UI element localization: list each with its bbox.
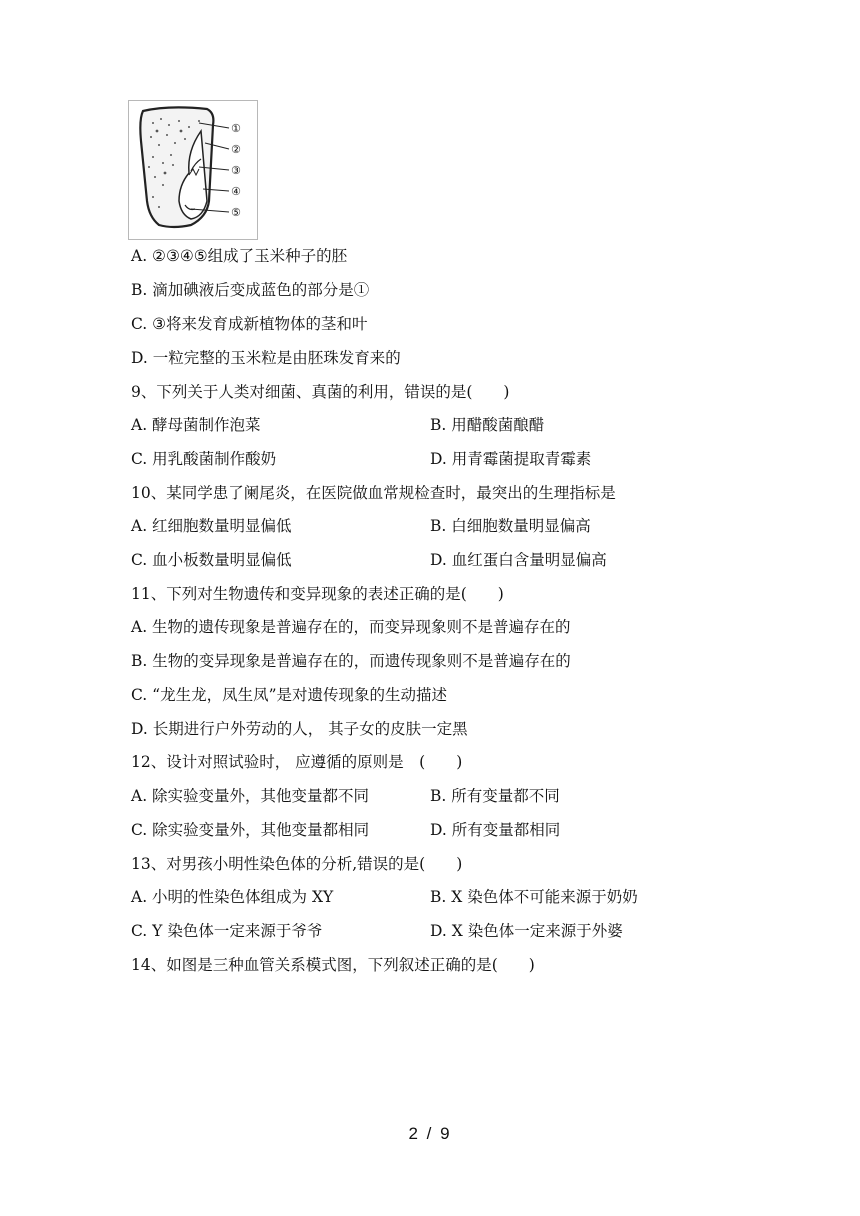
q9-option-b: B. 用醋酸菌酿醋 <box>430 416 545 434</box>
q11-option-b: B. 生物的变异现象是普遍存在的，而遗传现象则不是普遍存在的 <box>131 652 571 670</box>
q11-option-c: C. “龙生龙，凤生凤”是对遗传现象的生动描述 <box>131 686 448 704</box>
q11-stem: 11、下列对生物遗传和变异现象的表述正确的是( ) <box>131 585 504 603</box>
q13-stem: 13、对男孩小明性染色体的分析,错误的是( ) <box>131 855 463 873</box>
q10-option-a: A. 红细胞数量明显偏低 <box>131 517 292 535</box>
figure-label-4: ④ <box>231 185 241 198</box>
q10-option-c: C. 血小板数量明显偏低 <box>131 551 292 569</box>
q12-option-c: C. 除实验变量外，其他变量都相同 <box>131 821 370 839</box>
q13-option-b: B. X 染色体不可能来源于奶奶 <box>430 888 638 906</box>
q10-stem: 10、某同学患了阑尾炎，在医院做血常规检查时，最突出的生理指标是 <box>131 484 616 502</box>
q12-option-d: D. 所有变量都相同 <box>430 821 561 839</box>
q8-option-b: B. 滴加碘液后变成蓝色的部分是① <box>131 281 370 299</box>
figure-label-2: ② <box>231 143 241 156</box>
corn-seed-figure <box>128 100 258 240</box>
figure-label-1: ① <box>231 122 241 135</box>
q13-option-a: A. 小明的性染色体组成为 XY <box>131 888 334 906</box>
q11-option-d: D. 长期进行户外劳动的人， 其子女的皮肤一定黑 <box>131 720 468 738</box>
q8-option-d: D. 一粒完整的玉米粒是由胚珠发育来的 <box>131 349 401 367</box>
q12-option-b: B. 所有变量都不同 <box>430 787 560 805</box>
q12-option-a: A. 除实验变量外，其他变量都不同 <box>131 787 370 805</box>
q13-option-d: D. X 染色体一定来源于外婆 <box>430 922 623 940</box>
q10-option-b: B. 白细胞数量明显偏高 <box>430 517 591 535</box>
q14-stem: 14、如图是三种血管关系模式图，下列叙述正确的是( ) <box>131 956 535 974</box>
q9-option-c: C. 用乳酸菌制作酸奶 <box>131 450 277 468</box>
q12-stem: 12、设计对照试验时， 应遵循的原则是 ( ) <box>131 753 463 771</box>
page-number: 2 / 9 <box>408 1124 452 1143</box>
figure-label-3: ③ <box>231 164 241 177</box>
q9-option-a: A. 酵母菌制作泡菜 <box>131 416 261 434</box>
q10-option-d: D. 血红蛋白含量明显偏高 <box>430 551 607 569</box>
corn-seed-diagram <box>129 101 257 239</box>
q9-option-d: D. 用青霉菌提取青霉素 <box>430 450 592 468</box>
q11-option-a: A. 生物的遗传现象是普遍存在的，而变异现象则不是普遍存在的 <box>131 618 571 636</box>
q9-stem: 9、下列关于人类对细菌、真菌的利用，错误的是( ) <box>131 383 510 401</box>
q13-option-c: C. Y 染色体一定来源于爷爷 <box>131 922 323 940</box>
q8-option-c: C. ③将来发育成新植物体的茎和叶 <box>131 315 368 333</box>
figure-label-5: ⑤ <box>231 206 241 219</box>
q8-option-a: A. ②③④⑤组成了玉米种子的胚 <box>131 247 348 265</box>
